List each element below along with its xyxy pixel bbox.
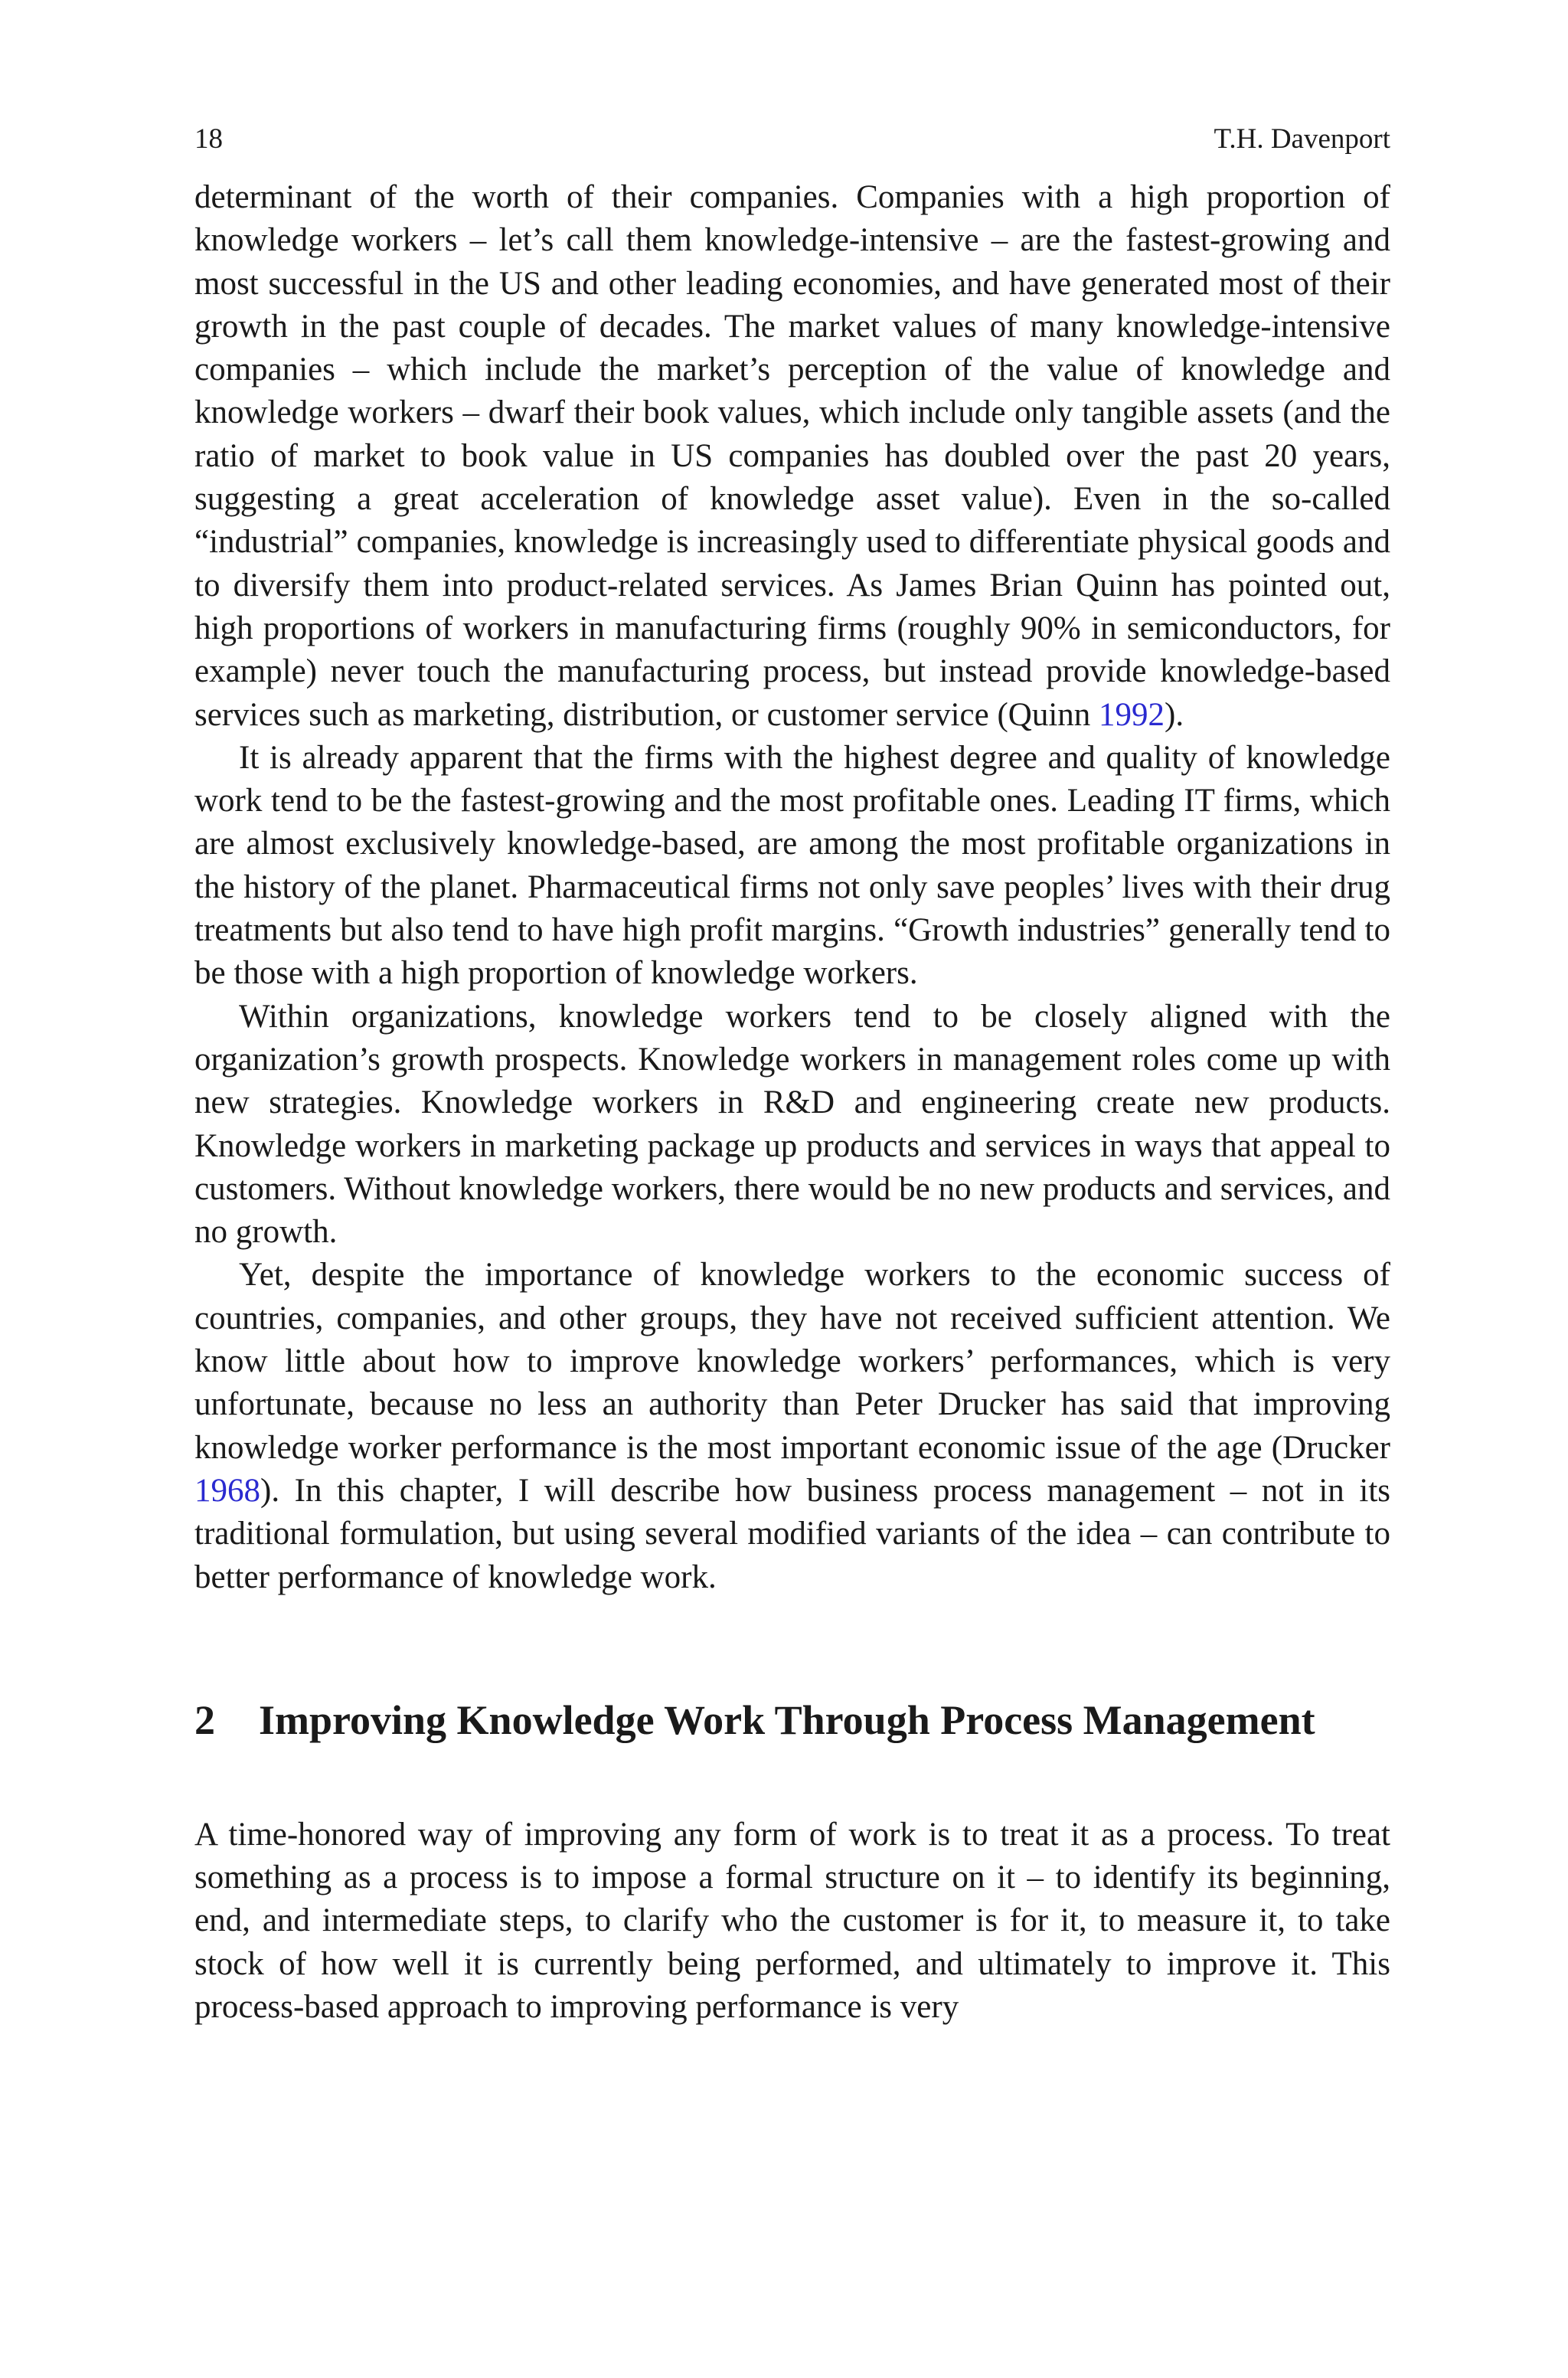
paragraph-text: ). [1165, 696, 1184, 733]
paragraph-text: Yet, despite the importance of knowledge workers to the economic success of countries, companies, and other groups, they have not received sufficient attention. We know little about how to improve knowledge workers’ performances, which is very unfortunate, because no less an authority than Peter Drucker has said that improving knowledge worker performance is the most important economic issue of the age (Drucker [194, 1257, 1390, 1466]
paragraph [194, 1254, 1390, 1598]
section-title: Improving Knowledge Work Through Process Management [259, 1696, 1315, 1743]
running-head-author: T.H. Davenport [1214, 123, 1390, 155]
page-number: 18 [194, 123, 223, 155]
paragraph-text: ). In this chapter, I will describe how business process management – not in its traditional formulation, but using several modified variants of the idea – can contribute to better performance of knowledge work. [194, 1472, 1390, 1595]
citation-link[interactable]: 1968 [194, 1472, 260, 1509]
running-head [194, 123, 1390, 156]
paragraph-text: It is already apparent that the firms with the highest degree and quality of knowledge work tend to be the fastest-growing and the most profitable ones. Leading IT firms, which are almost exclusively knowledge-based, are among the most profitable organizations in the history of the planet. Pharmaceutical firms not only save peoples’ lives with their drug treatments but also tend to have high profit margins. “Growth industries” generally tend to be those with a high proportion of knowledge workers. [194, 739, 1390, 992]
paragraph-text: Within organizations, knowledge workers tend to be closely aligned with the organization’s growth prospects. Knowledge workers in management roles come up with new strategies. Knowledge workers in R&D and engineering create new products. Knowledge workers in marketing package up products and services in ways that appeal to customers. Without knowledge workers, there would be no new products and services, and no growth. [194, 998, 1390, 1251]
page [194, 123, 1390, 2029]
citation-link[interactable]: 1992 [1099, 696, 1165, 733]
body-text [194, 176, 1390, 1599]
paragraph-text: A time-honored way of improving any form of work is to treat it as a process. To treat something as a process is to impose a formal structure on it – to identify its beginning, end, and intermediate steps, to clarify who the customer is for it, to measure it, to take stock of how well it is currently being performed, and ultimately to improve it. This process-based approach to improving performance is very [194, 1816, 1390, 2025]
section-body-text [194, 1814, 1390, 2029]
paragraph [194, 996, 1390, 1254]
paragraph [194, 737, 1390, 996]
paragraph [194, 1814, 1390, 2029]
section-number: 2 [194, 1696, 215, 1743]
paragraph-text: determinant of the worth of their companies. Companies with a high proportion of knowledge workers – let’s call them knowledge-intensive – are the fastest-growing and most successful in the US and other leading economies, and have generated most of their growth in the past couple of decades. The market values of many knowledge-intensive companies – which include the market’s perception of the value of knowledge and knowledge workers – dwarf their book values, which include only tangible assets (and the ratio of market to book value in US companies has doubled over the past 20 years, suggesting a great acceleration of knowledge asset value). Even in the so-called “industrial” companies, knowledge is increasingly used to differentiate physical goods and to diversify them into product-related services. As James Brian Quinn has pointed out, high proportions of workers in manufacturing firms (roughly 90% in semiconductors, for example) never touch the manufacturing process, but instead provide knowledge-based services such as marketing, distribution, or customer service (Quinn [194, 179, 1390, 733]
section-heading [194, 1696, 1390, 1745]
paragraph [194, 176, 1390, 737]
